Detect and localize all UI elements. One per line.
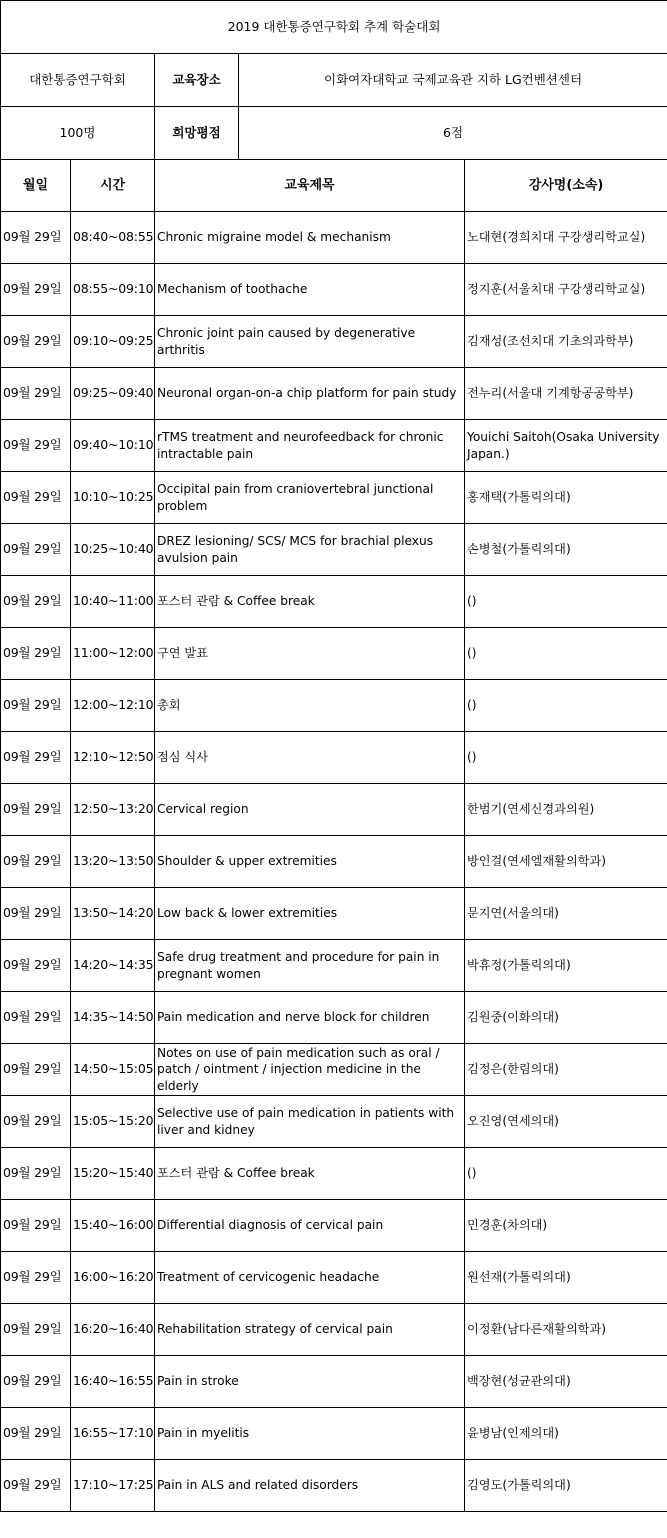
table-row [1,368,667,420]
time-cell: 16:00~16:20 [71,1252,155,1304]
date-cell: 09월 29일 [1,212,71,264]
table-row [1,784,667,836]
subject-cell: Mechanism of toothache [155,264,465,316]
table-row [1,836,667,888]
speaker-cell: 김영도(가톨릭의대) [465,1460,667,1512]
subject-cell: Shoulder & upper extremities [155,836,465,888]
subject-cell: Rehabilitation strategy of cervical pain [155,1304,465,1356]
time-cell: 11:00~12:00 [71,628,155,680]
table-row [1,212,667,264]
speaker-cell: 정지훈(서울치대 구강생리학교실) [465,264,667,316]
date-cell: 09월 29일 [1,628,71,680]
table-row [1,472,667,524]
subject-cell: Neuronal organ-on-a chip platform for pain study [155,368,465,420]
table-row [1,524,667,576]
time-cell: 15:40~16:00 [71,1200,155,1252]
speaker-cell: 홍재택(가톨릭의대) [465,472,667,524]
date-cell: 09월 29일 [1,992,71,1044]
time-cell: 14:35~14:50 [71,992,155,1044]
time-cell: 16:20~16:40 [71,1304,155,1356]
table-row [1,628,667,680]
date-cell: 09월 29일 [1,1044,71,1096]
subject-cell: Pain in myelitis [155,1408,465,1460]
subject-cell: 총회 [155,680,465,732]
header-speaker: 강사명(소속) [465,160,667,212]
subject-cell: rTMS treatment and neurofeedback for chronic intractable pain [155,420,465,472]
title-row [1,1,667,54]
time-cell: 13:50~14:20 [71,888,155,940]
time-cell: 16:40~16:55 [71,1356,155,1408]
subject-cell: 점심 식사 [155,732,465,784]
score-label: 희망평점 [155,107,239,160]
subject-cell: DREZ lesioning/ SCS/ MCS for brachial plexus avulsion pain [155,524,465,576]
subject-cell: Occipital pain from craniovertebral junctional problem [155,472,465,524]
subject-cell: Differential diagnosis of cervical pain [155,1200,465,1252]
table-row [1,1252,667,1304]
speaker-cell: 김정은(한림의대) [465,1044,667,1096]
date-cell: 09월 29일 [1,836,71,888]
subject-cell: Selective use of pain medication in patients with liver and kidney [155,1096,465,1148]
subject-cell: 포스터 관람 & Coffee break [155,1148,465,1200]
date-cell: 09월 29일 [1,732,71,784]
speaker-cell: 오진영(연세의대) [465,1096,667,1148]
speaker-cell: 문지연(서울의대) [465,888,667,940]
time-cell: 08:40~08:55 [71,212,155,264]
time-cell: 15:20~15:40 [71,1148,155,1200]
time-cell: 10:10~10:25 [71,472,155,524]
subject-cell: Pain medication and nerve block for children [155,992,465,1044]
date-cell: 09월 29일 [1,472,71,524]
header-subject: 교육제목 [155,160,465,212]
subject-cell: Chronic migraine model & mechanism [155,212,465,264]
date-cell: 09월 29일 [1,420,71,472]
time-cell: 17:10~17:25 [71,1460,155,1512]
info-row-venue [1,54,667,107]
table-row [1,992,667,1044]
table-row [1,1044,667,1096]
time-cell: 12:50~13:20 [71,784,155,836]
table-row [1,1408,667,1460]
speaker-cell: 손병철(가톨릭의대) [465,524,667,576]
date-cell: 09월 29일 [1,888,71,940]
time-cell: 12:10~12:50 [71,732,155,784]
speaker-cell: () [465,680,667,732]
date-cell: 09월 29일 [1,1460,71,1512]
table-row [1,264,667,316]
time-cell: 10:40~11:00 [71,576,155,628]
speaker-cell: 백장현(성균관의대) [465,1356,667,1408]
table-row [1,1148,667,1200]
time-cell: 14:50~15:05 [71,1044,155,1096]
page-title: 2019 대한통증연구학회 추계 학술대회 [1,1,667,54]
table-row [1,576,667,628]
date-cell: 09월 29일 [1,1200,71,1252]
speaker-cell: 이정환(남다른재활의학과) [465,1304,667,1356]
speaker-cell: 김원중(이화의대) [465,992,667,1044]
table-row [1,1304,667,1356]
time-cell: 16:55~17:10 [71,1408,155,1460]
time-cell: 09:40~10:10 [71,420,155,472]
speaker-cell: 김재성(조선치대 기초의과학부) [465,316,667,368]
organizer-cell: 대한통증연구학회 [1,54,155,107]
table-row [1,1096,667,1148]
venue-value: 이화여자대학교 국제교육관 지하 LG컨벤션센터 [239,54,667,107]
speaker-cell: 박휴정(가톨릭의대) [465,940,667,992]
speaker-cell: 전누리(서울대 기계항공공학부) [465,368,667,420]
speaker-cell: 원선재(가톨릭의대) [465,1252,667,1304]
subject-cell: Safe drug treatment and procedure for pain in pregnant women [155,940,465,992]
date-cell: 09월 29일 [1,1408,71,1460]
subject-cell: Notes on use of pain medication such as oral / patch / ointment / injection medicine in the elderly [155,1044,465,1096]
subject-cell: Pain in stroke [155,1356,465,1408]
subject-cell: Cervical region [155,784,465,836]
capacity-cell: 100명 [1,107,155,160]
subject-cell: 구연 발표 [155,628,465,680]
time-cell: 09:25~09:40 [71,368,155,420]
table-row [1,1460,667,1512]
header-date: 월일 [1,160,71,212]
speaker-cell: 민경훈(차의대) [465,1200,667,1252]
date-cell: 09월 29일 [1,1148,71,1200]
table-row [1,888,667,940]
speaker-cell: 한범기(연세신경과의원) [465,784,667,836]
speaker-cell: 노대현(경희치대 구강생리학교실) [465,212,667,264]
date-cell: 09월 29일 [1,264,71,316]
date-cell: 09월 29일 [1,784,71,836]
date-cell: 09월 29일 [1,368,71,420]
time-cell: 08:55~09:10 [71,264,155,316]
table-row [1,316,667,368]
date-cell: 09월 29일 [1,940,71,992]
time-cell: 14:20~14:35 [71,940,155,992]
table-row [1,940,667,992]
time-cell: 12:00~12:10 [71,680,155,732]
time-cell: 09:10~09:25 [71,316,155,368]
info-row-score [1,107,667,160]
date-cell: 09월 29일 [1,576,71,628]
subject-cell: Low back & lower extremities [155,888,465,940]
date-cell: 09월 29일 [1,1096,71,1148]
table-row [1,1356,667,1408]
header-time: 시간 [71,160,155,212]
subject-cell: Chronic joint pain caused by degenerative arthritis [155,316,465,368]
subject-cell: Pain in ALS and related disorders [155,1460,465,1512]
time-cell: 15:05~15:20 [71,1096,155,1148]
table-row [1,680,667,732]
time-cell: 13:20~13:50 [71,836,155,888]
table-row [1,732,667,784]
date-cell: 09월 29일 [1,1356,71,1408]
speaker-cell: () [465,576,667,628]
speaker-cell: Youichi Saitoh(Osaka University Japan.) [465,420,667,472]
speaker-cell: () [465,732,667,784]
venue-label: 교육장소 [155,54,239,107]
speaker-cell: 방인걸(연세엘재활의학과) [465,836,667,888]
time-cell: 10:25~10:40 [71,524,155,576]
date-cell: 09월 29일 [1,316,71,368]
speaker-cell: () [465,628,667,680]
header-row [1,160,667,212]
subject-cell: Treatment of cervicogenic headache [155,1252,465,1304]
table-row [1,420,667,472]
date-cell: 09월 29일 [1,524,71,576]
subject-cell: 포스터 관람 & Coffee break [155,576,465,628]
date-cell: 09월 29일 [1,1304,71,1356]
date-cell: 09월 29일 [1,680,71,732]
speaker-cell: 윤병남(인제의대) [465,1408,667,1460]
score-value: 6점 [239,107,667,160]
speaker-cell: () [465,1148,667,1200]
table-row [1,1200,667,1252]
date-cell: 09월 29일 [1,1252,71,1304]
